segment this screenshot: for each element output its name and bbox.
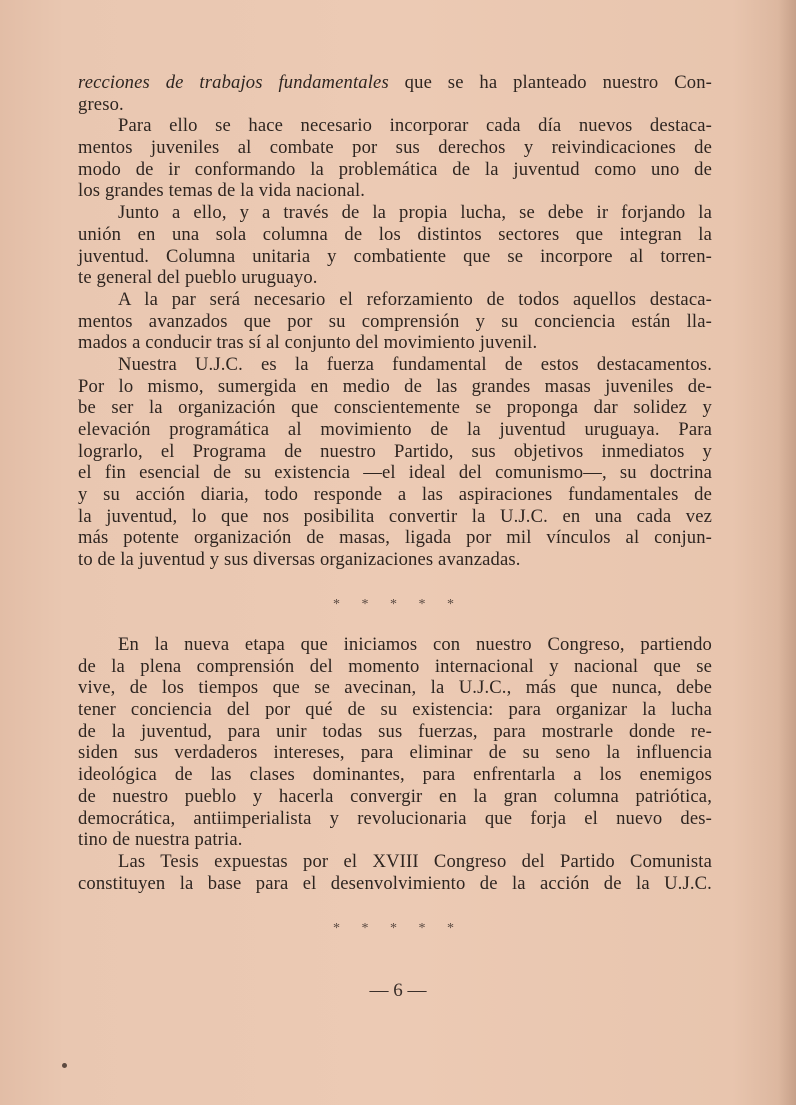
text-line: y su acción diaria, todo responde a las aspiraciones fundamentales de [78, 484, 712, 506]
text-line: En la nueva etapa que iniciamos con nuestro Congreso, partiendo [118, 634, 712, 655]
text-line: Junto a ello, y a través de la propia lucha, se debe ir forjando la [118, 202, 712, 224]
text-line [78, 72, 712, 94]
text-line: Para ello se hace necesario incorporar cada día nuevos destaca- [118, 115, 712, 137]
text-line: Nuestra U.J.C. es la fuerza fundamental de estos destacamentos. [118, 353, 712, 375]
text-line: tino de nuestra patria. [78, 829, 243, 851]
text-line: tener conciencia del por qué de su existencia: para organizar la lucha [78, 699, 712, 721]
text-line: te general del pueblo uruguayo. [78, 267, 318, 289]
text-line: be ser la organización que conscientemente se proponga dar solidez y [78, 397, 712, 419]
body-text-block-1 [78, 72, 712, 571]
page-number: — 6 — [369, 980, 427, 1001]
text-run: que se ha planteado nuestro Con- [388, 72, 712, 93]
text-line: mados a conducir tras sí al conjunto del movimiento juvenil. [78, 332, 538, 354]
text-line: unión en una sola columna de los distintos sectores que integran la [78, 223, 712, 245]
text-line: siden sus verdaderos intereses, para eliminar de su seno la influencia [78, 742, 712, 764]
text-line: mentos avanzados que por su comprensión y su conciencia están lla- [78, 310, 712, 332]
text-line: A la par será necesario el reforzamiento de todos aquellos destaca- [118, 288, 712, 310]
ink-speck [62, 1063, 67, 1068]
body-text-block-2 [78, 634, 712, 894]
text-line: de la juventud, para unir todas sus fuerzas, para mostrarle donde re- [78, 720, 712, 742]
text-line: de la plena comprensión del momento internacional y nacional que se [78, 655, 712, 677]
text-line: lograrlo, el Programa de nuestro Partido, sus objetivos inmediatos y [78, 440, 712, 462]
text-line: juventud. Columna unitaria y combatiente que se incorpore al torren- [78, 245, 712, 267]
text-line: constituyen la base para el desenvolvimiento de la acción de la U.J.C. [78, 872, 712, 894]
text-line: democrática, antiimperialista y revolucionaria que forja el nuevo des- [78, 807, 712, 829]
page-edge-shadow [778, 0, 796, 1105]
text-line: modo de ir conformando la problemática de la juventud como uno de [78, 158, 712, 180]
text-line: de nuestro pueblo y hacerla convergir en la gran columna patriótica, [78, 785, 712, 807]
text-line: los grandes temas de la vida nacional. [78, 180, 366, 202]
italic-phrase: recciones de trabajos fundamentales [78, 72, 389, 93]
text-line: elevación programática al movimiento de la juventud uruguaya. Para [78, 419, 712, 440]
section-separator: * * * * * [333, 597, 463, 612]
text-line: greso. [78, 93, 124, 115]
section-separator: * * * * * [333, 921, 463, 936]
text-line: Las Tesis expuestas por el XVIII Congreso del Partido Comunista [118, 850, 712, 872]
text-line: to de la juventud y sus diversas organizaciones avanzadas. [78, 549, 521, 571]
text-line: ideológica de las clases dominantes, para enfrentarla a los enemigos [78, 764, 712, 786]
text-line: el fin esencial de su existencia —el ideal del comunismo—, su doctrina [78, 462, 712, 484]
text-line: la juventud, lo que nos posibilita convertir la U.J.C. en una cada vez [78, 505, 712, 527]
text-line: vive, de los tiempos que se avecinan, la U.J.C., más que nunca, debe [78, 677, 712, 699]
text-line: más potente organización de masas, ligada por mil vínculos al conjun- [78, 527, 712, 549]
text-line: mentos juveniles al combate por sus derechos y reivindicaciones de [78, 137, 712, 159]
text-line: Por lo mismo, sumergida en medio de las grandes masas juveniles de- [78, 375, 712, 397]
